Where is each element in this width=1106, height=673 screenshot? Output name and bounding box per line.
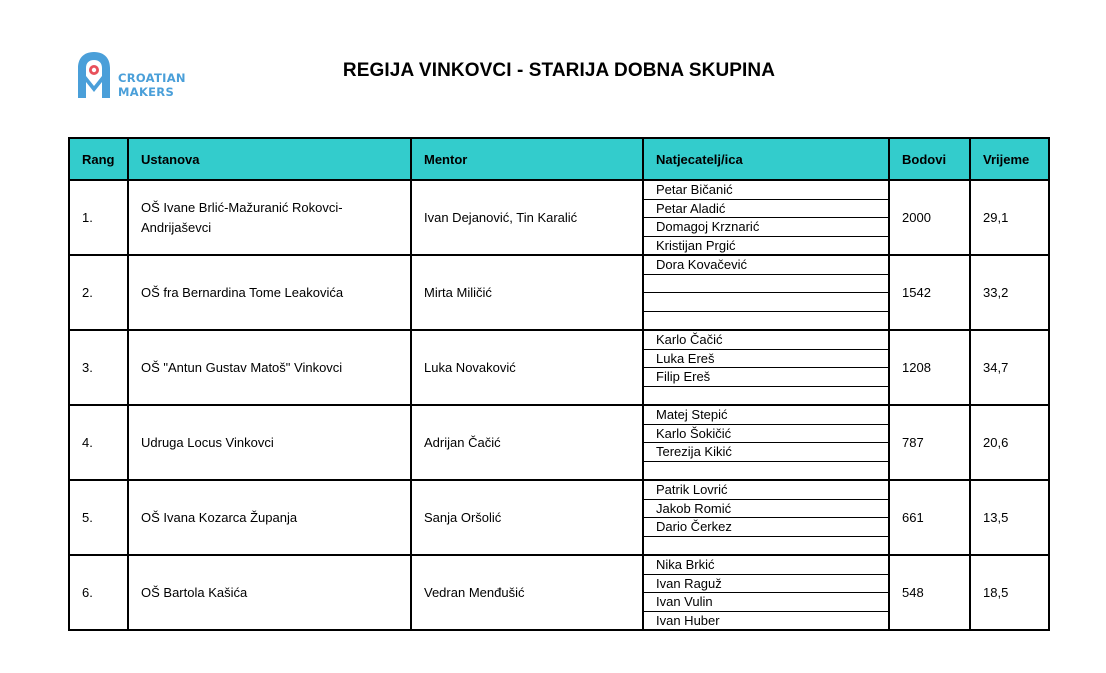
competitor-name: Nika Brkić	[644, 556, 888, 575]
competitor-name: Jakob Romić	[644, 500, 888, 519]
cell-mentor: Adrijan Čačić	[411, 405, 643, 480]
competitor-name: Petar Bičanić	[644, 181, 888, 200]
cell-natjecatelji	[643, 480, 889, 555]
results-table	[68, 137, 1050, 631]
cell-mentor: Vedran Menđušić	[411, 555, 643, 630]
cell-natjecatelji	[643, 255, 889, 330]
cell-rang: 6.	[69, 555, 128, 630]
cell-rang: 2.	[69, 255, 128, 330]
competitor-name: Filip Ereš	[644, 368, 888, 387]
cell-ustanova: OŠ fra Bernardina Tome Leakovića	[128, 255, 411, 330]
cell-vrijeme: 20,6	[970, 405, 1049, 480]
competitor-name	[644, 537, 888, 555]
table-row	[69, 480, 1049, 555]
table-row	[69, 555, 1049, 630]
table-header-row	[69, 138, 1049, 180]
cell-mentor: Ivan Dejanović, Tin Karalić	[411, 180, 643, 255]
competitor-name	[644, 387, 888, 405]
header-rang: Rang	[69, 138, 128, 180]
header-natjecatelji: Natjecatelj/ica	[643, 138, 889, 180]
competitor-name	[644, 293, 888, 312]
competitor-name: Petar Aladić	[644, 200, 888, 219]
competitor-name: Domagoj Krznarić	[644, 218, 888, 237]
competitor-name: Dario Čerkez	[644, 518, 888, 537]
competitor-name: Patrik Lovrić	[644, 481, 888, 500]
table-row	[69, 255, 1049, 330]
logo-line-2: MAKERS	[118, 85, 175, 99]
cell-ustanova: Udruga Locus Vinkovci	[128, 405, 411, 480]
cell-rang: 1.	[69, 180, 128, 255]
competitor-name: Dora Kovačević	[644, 256, 888, 275]
cell-vrijeme: 29,1	[970, 180, 1049, 255]
cell-ustanova: OŠ Ivane Brlić-Mažuranić Rokovci-Andrijaševci	[128, 180, 411, 255]
competitor-name: Karlo Čačić	[644, 331, 888, 350]
competitor-name: Ivan Huber	[656, 612, 720, 628]
logo-line-1: CROATIAN	[118, 71, 186, 85]
cell-rang: 3.	[69, 330, 128, 405]
cell-ustanova: OŠ "Antun Gustav Matoš" Vinkovci	[128, 330, 411, 405]
header-vrijeme: Vrijeme	[970, 138, 1049, 180]
cell-natjecatelji	[643, 405, 889, 480]
competitor-list	[644, 181, 888, 254]
cell-mentor: Sanja Oršolić	[411, 480, 643, 555]
competitor-list	[644, 331, 888, 404]
cell-bodovi: 1208	[889, 330, 970, 405]
cell-ustanova: OŠ Ivana Kozarca Županja	[128, 480, 411, 555]
competitor-list	[644, 481, 888, 554]
table-body	[69, 180, 1049, 630]
competitor-list	[644, 406, 888, 479]
cell-vrijeme: 18,5	[970, 555, 1049, 630]
table-row	[69, 180, 1049, 255]
cell-natjecatelji	[643, 555, 889, 630]
header-mentor: Mentor	[411, 138, 643, 180]
cell-bodovi: 661	[889, 480, 970, 555]
competitor-name: Matej Stepić	[644, 406, 888, 425]
cell-vrijeme: 33,2	[970, 255, 1049, 330]
cell-bodovi: 548	[889, 555, 970, 630]
cell-rang: 4.	[69, 405, 128, 480]
competitor-name: Ivan Vulin	[644, 593, 888, 612]
header-bodovi: Bodovi	[889, 138, 970, 180]
cell-bodovi: 2000	[889, 180, 970, 255]
header-ustanova: Ustanova	[128, 138, 411, 180]
cell-bodovi: 787	[889, 405, 970, 480]
competitor-name: Karlo Šokičić	[644, 425, 888, 444]
cell-ustanova: OŠ Bartola Kašića	[128, 555, 411, 630]
competitor-name	[644, 312, 888, 330]
competitor-name: Terezija Kikić	[644, 443, 888, 462]
competitor-name	[644, 462, 888, 480]
cell-vrijeme: 13,5	[970, 480, 1049, 555]
cell-mentor: Luka Novaković	[411, 330, 643, 405]
table-row	[69, 330, 1049, 405]
table-row	[69, 405, 1049, 480]
competitor-name	[644, 275, 888, 294]
cell-natjecatelji	[643, 180, 889, 255]
cell-natjecatelji	[643, 330, 889, 405]
competitor-list	[644, 556, 888, 629]
cell-mentor: Mirta Miličić	[411, 255, 643, 330]
page-title: REGIJA VINKOVCI - STARIJA DOBNA SKUPINA	[342, 60, 776, 81]
competitor-name: Kristijan Prgić	[656, 237, 736, 253]
competitor-list	[644, 256, 888, 329]
competitor-name: Luka Ereš	[644, 350, 888, 369]
cell-vrijeme: 34,7	[970, 330, 1049, 405]
competitor-name: Ivan Raguž	[644, 575, 888, 594]
cell-bodovi: 1542	[889, 255, 970, 330]
cell-rang: 5.	[69, 480, 128, 555]
